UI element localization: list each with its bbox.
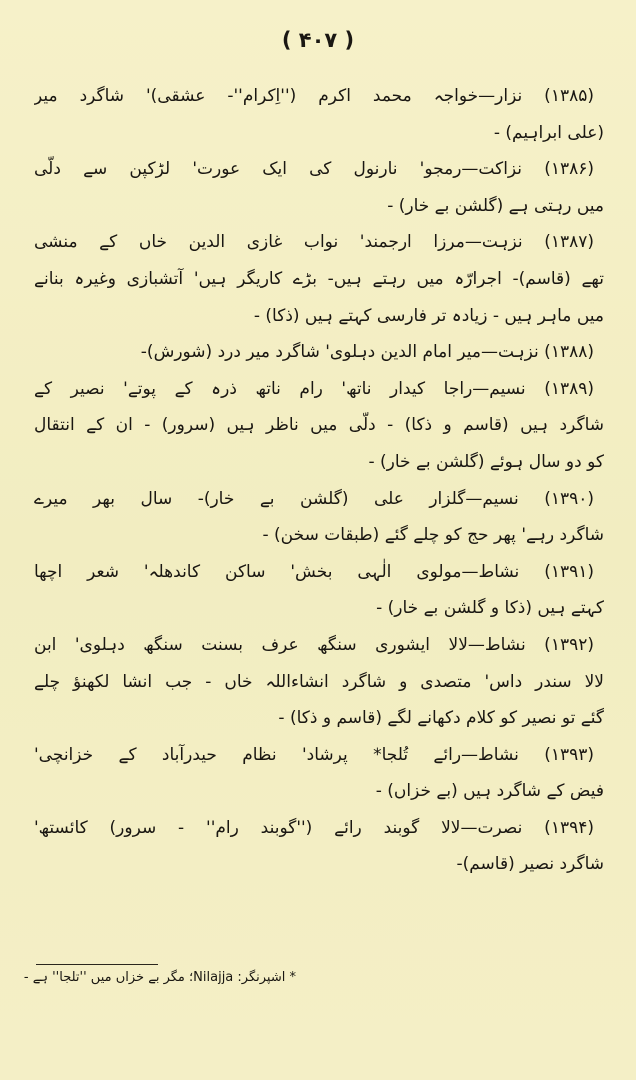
entry-1389 xyxy=(34,371,604,481)
page-number: ( ۴۰۷ ) xyxy=(281,28,355,52)
entry-line: (علی ابراہیم) - xyxy=(493,122,604,143)
entry-line: شاگرد نصیر (قاسم)- xyxy=(456,854,604,875)
entry-line: (۱۳۹۲) نشاط—لالا ایشوری سنگھ عرف بسنت سنگھ دہلوی' ابن xyxy=(34,634,594,655)
entry-1385 xyxy=(34,78,604,151)
footnote-divider xyxy=(36,964,158,965)
entry-line: (۱۳۸۷) نزہت—مرزا ارجمند' نواب غازی الدین خاں کے منشی xyxy=(34,232,594,253)
entry-line: (۱۳۹۰) نسیم—گلزار علی (گلشن بے خار)- سال بھر میرے xyxy=(34,488,594,509)
entry-line: گئے تو نصیر کو کلام دکھانے لگے (قاسم و ذکا) - xyxy=(278,708,604,729)
entry-line: (۱۳۹۳) نشاط—رائے تُلجا* پرشاد' نظام حیدرآباد کے خزانچی' xyxy=(34,744,594,765)
entry-line: لالا سندر داس' متصدی و شاگرد انشاءاللہ خاں - جب انشا لکھنؤ چلے xyxy=(34,671,604,692)
entry-line: (۱۳۸۹) نسیم—راجا کیدار ناتھ' رام ناتھ ذرہ کے پوتے' نصیر کے xyxy=(34,378,594,399)
entries-list xyxy=(34,78,604,883)
entry-1387 xyxy=(34,224,604,334)
entry-line: (۱۳۹۴) نصرت—لالا گوبند رائے (''گوبند رام'' - سرور) کائستھ' xyxy=(34,817,594,838)
entry-line: میں رہتی ہے (گلشن بے خار) - xyxy=(387,195,604,216)
entry-1390 xyxy=(34,481,604,554)
footnote: * اشپرنگر: Nilajja؛ مگر بے خزاں میں ''تلجا'' ہے - xyxy=(23,970,296,985)
entry-1393 xyxy=(34,737,604,810)
entry-line: (۱۳۸۸) نزہت—میر امام الدین دہلوی' شاگرد میر درد (شورش)- xyxy=(140,342,594,363)
entry-line: (۱۳۸۶) نزاکت—رمجو' نارنول کی ایک عورت' لڑکپن سے دلّی xyxy=(34,159,594,180)
entry-line: کہتے ہیں (ذکا و گلشن بے خار) - xyxy=(376,598,604,619)
entry-line: شاگرد ہیں (قاسم و ذکا) - دلّی میں ناظر ہیں (سرور) - ان کے انتقال xyxy=(34,415,604,436)
entry-1392 xyxy=(34,627,604,737)
entry-line: کو دو سال ہوئے (گلشن بے خار) - xyxy=(368,451,604,472)
entry-line: تھے (قاسم)- اجرارّہ میں رہتے ہیں- بڑے کاریگر ہیں' آتشبازی وغیرہ بنانے xyxy=(34,268,604,289)
entry-line: فیض کے شاگرد ہیں (بے خزاں) - xyxy=(375,781,604,802)
entry-line: (۱۳۹۱) نشاط—مولوی الٰہی بخش' ساکن کاندھلہ' شعر اچھا xyxy=(34,561,594,582)
entry-line: میں ماہر ہیں - زیادہ تر فارسی کہتے ہیں (ذکا) - xyxy=(253,305,604,326)
entry-1391 xyxy=(34,554,604,627)
entry-1388 xyxy=(34,334,604,371)
entry-line: (۱۳۸۵) نزار—خواجہ محمد اکرم (''اِکرام''- عشقی)' شاگرد میر xyxy=(34,86,594,106)
entry-1394 xyxy=(34,810,604,883)
entry-line: شاگرد رہے' پھر حج کو چلے گئے (طبقات سخن) - xyxy=(262,525,604,546)
entry-1386 xyxy=(34,151,604,224)
